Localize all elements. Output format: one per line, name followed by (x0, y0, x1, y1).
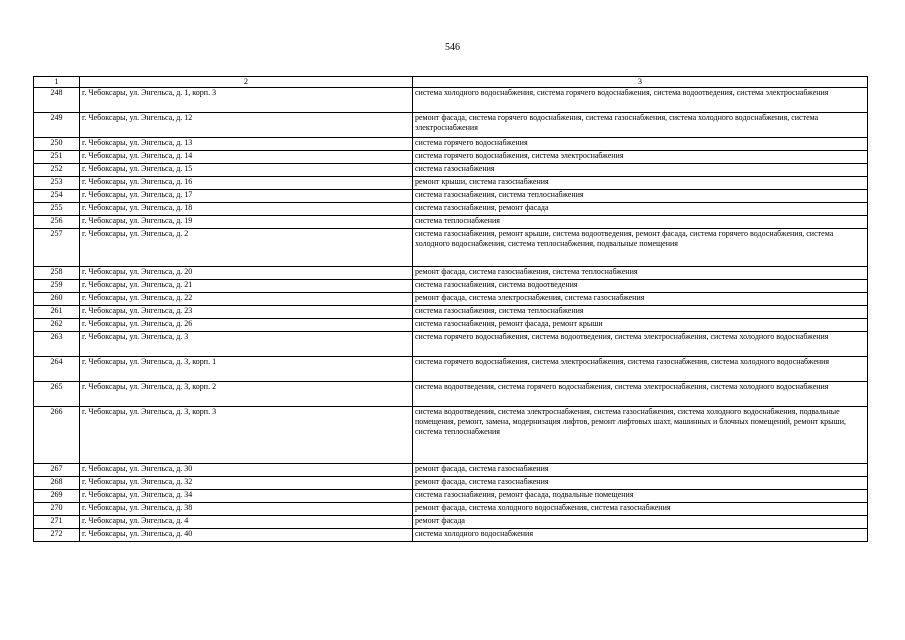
row-number: 250 (34, 138, 80, 151)
row-number: 258 (34, 267, 80, 280)
row-works: система водоотведения, система горячего водоснабжения, система электроснабжения, система холодного водоснабжения (413, 382, 868, 407)
row-number: 268 (34, 477, 80, 490)
table-row (34, 319, 868, 332)
row-number: 248 (34, 88, 80, 113)
row-number: 256 (34, 216, 80, 229)
row-number: 259 (34, 280, 80, 293)
table-row (34, 164, 868, 177)
table-row (34, 190, 868, 203)
row-works: ремонт фасада, система холодного водоснабжения, система газоснабжения (413, 503, 868, 516)
row-address: г. Чебоксары, ул. Энгельса, д. 40 (80, 529, 413, 542)
row-address: г. Чебоксары, ул. Энгельса, д. 23 (80, 306, 413, 319)
row-number: 251 (34, 151, 80, 164)
row-works: система горячего водоснабжения, система водоотведения, система электроснабжения, система холодного водоснабжения (413, 332, 868, 357)
row-address: г. Чебоксары, ул. Энгельса, д. 21 (80, 280, 413, 293)
row-number: 272 (34, 529, 80, 542)
row-address: г. Чебоксары, ул. Энгельса, д. 14 (80, 151, 413, 164)
column-header-works: 3 (413, 77, 868, 88)
row-works: система горячего водоснабжения, система электроснабжения, система газоснабжения, система холодного водоснабжения (413, 357, 868, 382)
row-works: система холодного водоснабжения (413, 529, 868, 542)
row-number: 267 (34, 464, 80, 477)
row-works: ремонт фасада, система газоснабжения, система теплоснабжения (413, 267, 868, 280)
table-row (34, 138, 868, 151)
row-address: г. Чебоксары, ул. Энгельса, д. 17 (80, 190, 413, 203)
row-address: г. Чебоксары, ул. Энгельса, д. 3 (80, 332, 413, 357)
row-works: система газоснабжения, система теплоснабжения (413, 306, 868, 319)
table-row (34, 382, 868, 407)
row-number: 261 (34, 306, 80, 319)
row-works: система газоснабжения (413, 164, 868, 177)
table-row (34, 503, 868, 516)
row-works: система газоснабжения, система теплоснабжения (413, 190, 868, 203)
table-row (34, 280, 868, 293)
row-address: г. Чебоксары, ул. Энгельса, д. 20 (80, 267, 413, 280)
row-number: 249 (34, 113, 80, 138)
table-row (34, 516, 868, 529)
table-row (34, 407, 868, 464)
row-works: ремонт фасада, система горячего водоснабжения, система газоснабжения, система холодного водоснабжения, система электроснабжения (413, 113, 868, 138)
row-works: система холодного водоснабжения, система горячего водоснабжения, система водоотведения, система электроснабжения (413, 88, 868, 113)
row-works: система газоснабжения, ремонт фасада, подвальные помещения (413, 490, 868, 503)
table-row (34, 267, 868, 280)
row-works: ремонт фасада, система газоснабжения (413, 464, 868, 477)
row-number: 265 (34, 382, 80, 407)
table-row (34, 229, 868, 267)
row-address: г. Чебоксары, ул. Энгельса, д. 4 (80, 516, 413, 529)
row-address: г. Чебоксары, ул. Энгельса, д. 32 (80, 477, 413, 490)
row-address: г. Чебоксары, ул. Энгельса, д. 3, корп. 2 (80, 382, 413, 407)
row-number: 254 (34, 190, 80, 203)
table-row (34, 332, 868, 357)
row-number: 269 (34, 490, 80, 503)
row-number: 255 (34, 203, 80, 216)
row-number: 252 (34, 164, 80, 177)
table-row (34, 529, 868, 542)
row-number: 257 (34, 229, 80, 267)
row-works: ремонт фасада, система газоснабжения (413, 477, 868, 490)
table-row (34, 177, 868, 190)
row-number: 264 (34, 357, 80, 382)
row-address: г. Чебоксары, ул. Энгельса, д. 3, корп. 1 (80, 357, 413, 382)
row-works: система газоснабжения, ремонт фасада (413, 203, 868, 216)
row-address: г. Чебоксары, ул. Энгельса, д. 16 (80, 177, 413, 190)
row-number: 266 (34, 407, 80, 464)
row-address: г. Чебоксары, ул. Энгельса, д. 38 (80, 503, 413, 516)
row-works: система водоотведения, система электроснабжения, система газоснабжения, система холодного водоснабжения, подвальные помещения, ремонт, замена, модернизация лифтов, ремонт лифтовых шахт, машинных и блочных помещений, ремонт крыши, система теплоснабжения (413, 407, 868, 464)
table-row (34, 306, 868, 319)
row-works: система газоснабжения, ремонт фасада, ремонт крыши (413, 319, 868, 332)
works-table (33, 76, 868, 542)
table-row (34, 203, 868, 216)
row-works: система газоснабжения, система водоотведения (413, 280, 868, 293)
row-works: ремонт фасада, система электроснабжения, система газоснабжения (413, 293, 868, 306)
row-works: ремонт фасада (413, 516, 868, 529)
row-address: г. Чебоксары, ул. Энгельса, д. 30 (80, 464, 413, 477)
row-works: система теплоснабжения (413, 216, 868, 229)
row-address: г. Чебоксары, ул. Энгельса, д. 22 (80, 293, 413, 306)
row-address: г. Чебоксары, ул. Энгельса, д. 2 (80, 229, 413, 267)
table-row (34, 216, 868, 229)
row-number: 253 (34, 177, 80, 190)
row-address: г. Чебоксары, ул. Энгельса, д. 3, корп. 3 (80, 407, 413, 464)
table-row (34, 88, 868, 113)
page-number: 546 (445, 42, 460, 53)
table-header-row (34, 77, 868, 88)
row-address: г. Чебоксары, ул. Энгельса, д. 15 (80, 164, 413, 177)
row-address: г. Чебоксары, ул. Энгельса, д. 12 (80, 113, 413, 138)
row-number: 263 (34, 332, 80, 357)
row-address: г. Чебоксары, ул. Энгельса, д. 13 (80, 138, 413, 151)
table-row (34, 490, 868, 503)
row-number: 271 (34, 516, 80, 529)
row-address: г. Чебоксары, ул. Энгельса, д. 19 (80, 216, 413, 229)
column-header-number: 1 (34, 77, 80, 88)
table-row (34, 477, 868, 490)
row-address: г. Чебоксары, ул. Энгельса, д. 34 (80, 490, 413, 503)
row-works: система горячего водоснабжения, система электроснабжения (413, 151, 868, 164)
row-number: 260 (34, 293, 80, 306)
table-row (34, 151, 868, 164)
table-row (34, 113, 868, 138)
column-header-address: 2 (80, 77, 413, 88)
row-works: система газоснабжения, ремонт крыши, система водоотведения, ремонт фасада, система горячего водоснабжения, система холодного водоснабжения, система теплоснабжения, подвальные помещения (413, 229, 868, 267)
row-number: 262 (34, 319, 80, 332)
row-works: система горячего водоснабжения (413, 138, 868, 151)
row-number: 270 (34, 503, 80, 516)
row-address: г. Чебоксары, ул. Энгельса, д. 26 (80, 319, 413, 332)
row-works: ремонт крыши, система газоснабжения (413, 177, 868, 190)
row-address: г. Чебоксары, ул. Энгельса, д. 18 (80, 203, 413, 216)
table-row (34, 357, 868, 382)
table-row (34, 293, 868, 306)
row-address: г. Чебоксары, ул. Энгельса, д. 1, корп. 3 (80, 88, 413, 113)
table-row (34, 464, 868, 477)
